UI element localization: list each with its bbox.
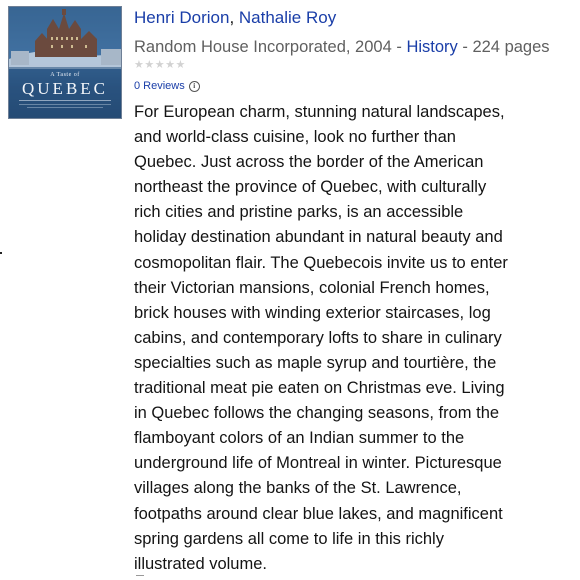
book-authors (134, 8, 336, 28)
meta-separator: , (345, 38, 356, 56)
publish-year: 2004 (355, 38, 392, 56)
publisher: Random House Incorporated (134, 38, 346, 56)
author-link-1[interactable]: Henri Dorion (134, 8, 230, 27)
description-line: spring gardens all come to life in this richly (134, 529, 444, 548)
edge-mark (0, 252, 2, 254)
description-line: cosmopolitan flair. The Quebecois invite us to enter (134, 253, 508, 272)
truncated-glyph (136, 575, 144, 579)
description-line: cabins, and contemporary lofts to share in culinary (134, 328, 502, 347)
cover-kicker: A Taste of (50, 72, 80, 78)
description-line: underground life of Montreal in winter. Picturesque (134, 454, 502, 473)
description-line: and world-class cuisine, look no further than (134, 128, 456, 147)
description-line: brick houses with winding exterior staircases, log (134, 303, 491, 322)
book-cover-thumbnail[interactable] (8, 6, 122, 119)
book-meta (134, 37, 550, 57)
description-line: flamboyant colors of an Indian summer to the (134, 429, 465, 448)
description-line: footpaths around clear blue lakes, and magnificent (134, 504, 503, 523)
description-line: villages along the banks of the St. Lawrence, (134, 479, 462, 498)
meta-separator: - (391, 38, 407, 56)
description-line: For European charm, stunning natural landscapes, (134, 103, 505, 121)
description-line: specialties such as maple syrup and tourtière, the (134, 353, 497, 372)
rating-stars: ★★★★★ (134, 59, 186, 71)
book-description (134, 100, 534, 577)
author-separator: , (229, 8, 239, 27)
description-line: illustrated volume. (134, 554, 267, 573)
info-icon[interactable]: i (189, 81, 200, 92)
category-link[interactable]: History (406, 38, 458, 56)
reviews-link[interactable]: 0 Reviews (134, 80, 185, 92)
description-line: in Quebec follows the changing seasons, from the (134, 404, 500, 423)
cover-subtitle-rule (19, 100, 111, 105)
description-line: Quebec. Just across the border of the American (134, 153, 484, 172)
meta-separator: - (457, 38, 473, 56)
author-link-2[interactable]: Nathalie Roy (238, 8, 337, 27)
description-line: northeast the province of Quebec, with culturally (134, 178, 487, 197)
page-count: 224 pages (472, 38, 550, 56)
cover-title: QUEBEC (22, 79, 108, 98)
description-line: rich cities and pristine parks, is an accessible (134, 203, 464, 222)
description-line: holiday destination abundant in natural beauty and (134, 228, 503, 247)
description-line: traditional meat pie eaten on Christmas eve. Living (134, 379, 505, 398)
cover-subtitle-rule-2 (27, 107, 103, 110)
description-line: their Victorian mansions, colonial French homes, (134, 278, 490, 297)
reviews-row (134, 80, 200, 92)
